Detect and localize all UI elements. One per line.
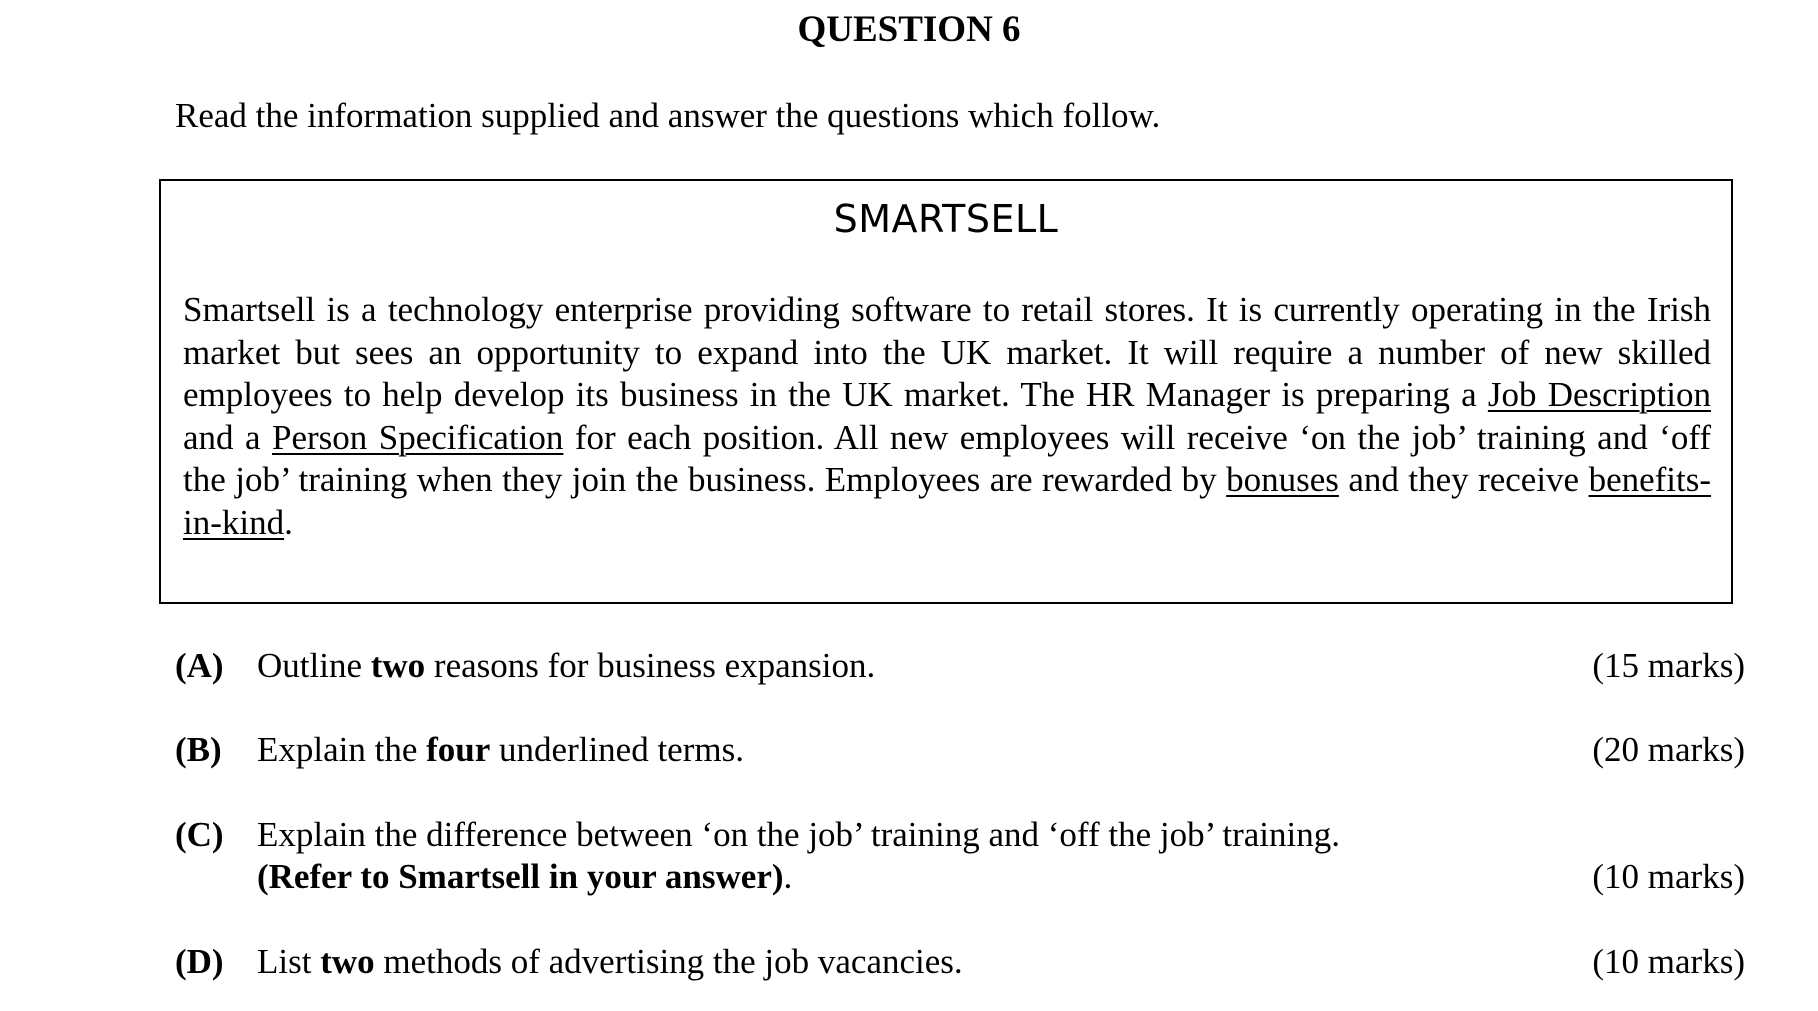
part-marks: (10 marks) <box>1592 857 1745 896</box>
part-bold-word: four <box>426 730 491 769</box>
part-bold-word: two <box>320 942 375 981</box>
case-study-title: SMARTSELL <box>833 197 1059 241</box>
case-text-segment: and they receive <box>1338 460 1589 499</box>
part-text <box>257 941 963 983</box>
part-text-segment: List <box>257 942 321 981</box>
instruction-text: Read the information supplied and answer the questions which follow. <box>175 96 1161 135</box>
part-bold-word: two <box>370 646 426 685</box>
part-text-segment: underlined terms. <box>490 730 744 769</box>
underlined-term-person-specification: Person Specification <box>272 417 564 457</box>
part-letter: (B) <box>175 730 222 769</box>
part-text <box>257 729 744 771</box>
part-text <box>257 645 875 687</box>
case-text-segment: . <box>284 502 293 542</box>
question-title: QUESTION 6 <box>797 9 1021 50</box>
part-bold-phrase: (Refer to Smartsell in your answer) <box>257 857 784 896</box>
part-marks: (20 marks) <box>1592 730 1745 769</box>
part-text-segment: Outline <box>257 646 371 685</box>
part-text-segment: Explain the <box>257 730 427 769</box>
part-text-segment: reasons for business expansion. <box>425 646 876 685</box>
part-marks: (10 marks) <box>1592 942 1745 981</box>
part-text-segment: . <box>783 857 793 896</box>
part-letter: (A) <box>175 646 224 685</box>
underlined-term-job-description: Job Description <box>1487 375 1711 414</box>
part-text: Explain the difference between ‘on the job’ training and ‘off the job’ training. <box>257 815 1341 854</box>
part-letter: (D) <box>175 942 224 981</box>
part-text-segment: methods of advertising the job vacancies. <box>374 942 963 981</box>
part-letter: (C) <box>175 815 224 854</box>
underlined-term-benefits-in-kind: benefits-in-kind <box>183 460 1712 542</box>
case-text-segment: for each position. All new employees will receive ‘on the job’ training and ‘off the job’ training when they join the business. Employees are rewarded by <box>183 417 1711 499</box>
part-marks: (15 marks) <box>1592 646 1745 685</box>
case-study-box <box>159 179 1733 604</box>
underlined-term-bonuses: bonuses <box>1226 460 1339 499</box>
case-study-text <box>183 289 1711 544</box>
part-text-line-2 <box>257 856 792 898</box>
case-text-segment: Smartsell is a technology enterprise providing software to retail stores. It is currently operating in the Irish market but sees an opportunity to expand into the UK market. It will require a number of new skilled employees to help develop its business in the UK market. The HR Manager is preparing a <box>183 290 1711 414</box>
case-text-segment: and a <box>183 417 272 457</box>
